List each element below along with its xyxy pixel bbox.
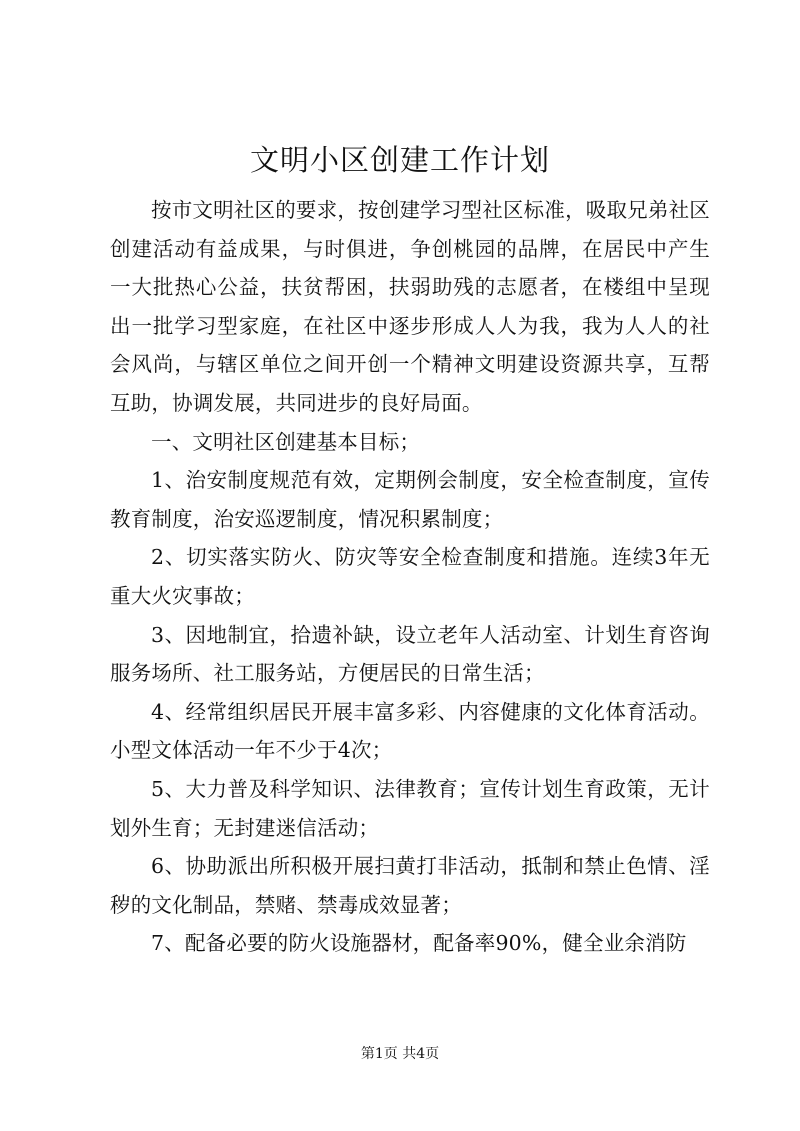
paragraph-item-5: 5、大力普及科学知识、法律教育；宣传计划生育政策，无计划外生育；无封建迷信活动； xyxy=(110,776,710,840)
paragraph-item-7: 7、配备必要的防火设施器材，配备率90%，健全业余消防 xyxy=(151,931,687,956)
paragraph-section-heading: 一、文明社区创建基本目标； xyxy=(151,429,421,454)
paragraph-item-6: 6、协助派出所积极开展扫黄打非活动，抵制和禁止色情、淫秽的文化制品，禁赌、禁毒成效显著； xyxy=(110,854,710,917)
paragraph-item-1: 1、治安制度规范有效，定期例会制度，安全检查制度，宣传教育制度，治安巡逻制度，情况积累制度； xyxy=(110,468,710,531)
page-footer: 第1页 共4页 xyxy=(360,1046,440,1062)
paragraph-item-3: 3、因地制宜，拾遗补缺，设立老年人活动室、计划生育咨询服务场所、社工服务站，方便居民的日常生活； xyxy=(110,622,710,686)
document-body xyxy=(110,191,710,963)
paragraph-intro: 按市文明社区的要求，按创建学习型社区标准，吸取兄弟社区创建活动有益成果，与时俱进，争创桃园的品牌，在居民中产生一大批热心公益，扶贫帮困，扶弱助残的志愿者，在楼组中呈现出一批学习型家庭，在社区中逐步形成人人为我，我为人人的社会风尚，与辖区单位之间开创一个精神文明建设资源共享，互帮互助，协调发展，共同进步的良好局面。 xyxy=(110,198,710,415)
paragraph-item-4: 4、经常组织居民开展丰富多彩、内容健康的文化体育活动。小型文体活动一年不少于4次； xyxy=(110,699,710,763)
document-title: 文明小区创建工作计划 xyxy=(249,143,550,177)
paragraph-item-2: 2、切实落实防火、防灾等安全检查制度和措施。连续3年无重大火灾事故； xyxy=(110,545,710,608)
